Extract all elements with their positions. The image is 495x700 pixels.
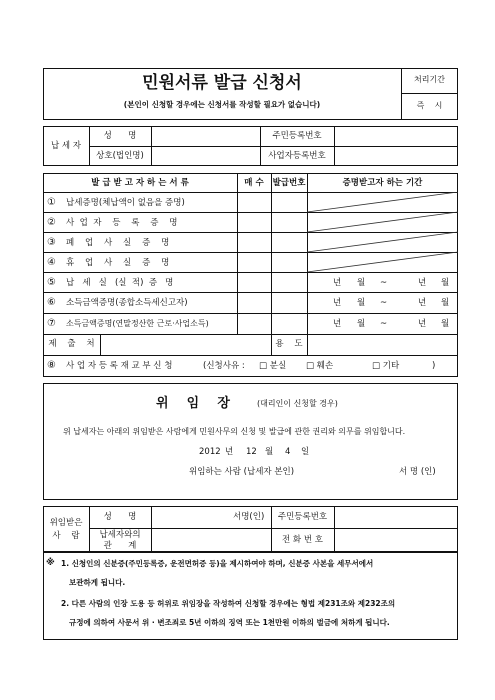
doc-label-6: 소득금액증명(종합소득세신고자)	[66, 298, 188, 308]
reason-other-checkbox[interactable]: □ 기타	[372, 361, 400, 371]
period-year-start: 년	[333, 298, 342, 308]
purpose-label: 용 도	[275, 339, 303, 349]
processing-period-label: 처리기간	[414, 75, 445, 84]
doc-num-5: ⑤	[47, 277, 56, 288]
delegation-day-unit: 일	[301, 447, 310, 457]
taxpayer-rrn-label: 주민등록번호	[272, 131, 322, 141]
taxpayer-rrn-input[interactable]	[335, 127, 457, 145]
docs-col-line	[271, 173, 272, 334]
docs-row-line	[43, 292, 458, 293]
doc-label-3: 폐 업 사 실 증 명	[66, 238, 170, 248]
period-year-end: 년	[418, 278, 427, 288]
delegation-body: 위 납세자는 아래의 위임받은 사람에게 민원사무의 신청 및 발급에 관한 권리와 의무를 위임합니다.	[63, 427, 406, 436]
agent-name-label: 성 명	[103, 512, 137, 522]
delegation-title-note: (대리인이 신청할 경우)	[257, 399, 338, 408]
agent-phone-input[interactable]	[335, 529, 457, 551]
period-month-start: 월	[357, 278, 366, 288]
period-month-start: 월	[357, 298, 366, 308]
doc-num-6: ⑥	[47, 297, 56, 308]
doc-label-2: 사 업 자 등 록 증 명	[66, 218, 178, 228]
delegator-label: 위임하는 사람 (납세자 본인)	[189, 467, 295, 477]
agent-rrn-input[interactable]	[335, 507, 457, 527]
period-tilde: ~	[380, 319, 388, 329]
reissue-reason-open: (신청사유 :	[203, 361, 245, 371]
reissue-reason-close: )	[432, 361, 436, 371]
agent-relation-label-line2: 관 계	[103, 541, 137, 551]
doc-label-4: 휴 업 사 실 증 명	[66, 258, 170, 268]
agent-label-line1: 위임받은	[49, 518, 83, 528]
docs-header-type: 발 급 받 고 자 하 는 서 류	[91, 178, 189, 188]
period-year-end: 년	[418, 298, 427, 308]
doc-label-7: 소득금액증명(연말정산한 근로·사업소득)	[66, 319, 209, 328]
note-1-line-1: 1. 신청인의 신분증(주민등록증, 운전면허증 등)을 제시하여야 하며, 신분증 사본을 세무서에서	[61, 559, 374, 568]
docs-col-line	[237, 173, 238, 334]
delegation-year: 2012	[199, 447, 221, 457]
period-tilde: ~	[380, 298, 388, 308]
taxpayer-label: 납 세 자	[50, 141, 82, 151]
agent-signature[interactable]: 서명(인)	[233, 512, 265, 522]
period-month-end: 월	[441, 319, 450, 329]
taxpayer-brn-label: 사업자등록번호	[268, 151, 326, 161]
strike-line-2	[307, 212, 458, 232]
strike-line-3	[307, 232, 458, 252]
taxpayer-trade-input[interactable]	[152, 147, 259, 165]
docs-header-period: 증명받고자 하는 기간	[342, 178, 423, 188]
submit-to-label: 제 출 처	[48, 339, 95, 349]
docs-row-line	[43, 272, 458, 273]
agent-rrn-label: 주민등록번호	[277, 512, 328, 522]
period-month-start: 월	[357, 319, 366, 329]
note-2-line-1: 2. 다른 사람의 인장 도용 등 허위로 위임장을 작성하여 신청할 경우에는 형법 제231조와 제232조의	[61, 599, 396, 608]
agent-phone-label: 전 화 번 호	[282, 535, 323, 545]
period-year-start: 년	[333, 278, 342, 288]
reason-lost-checkbox[interactable]: □ 분실	[259, 361, 287, 371]
taxpayer-name-label: 성 명	[103, 131, 137, 141]
taxpayer-brn-input[interactable]	[335, 147, 457, 165]
doc-num-4: ④	[47, 257, 56, 268]
agent-relation-label-line1: 납세자와의	[99, 530, 141, 540]
docs-row-line	[43, 313, 458, 314]
delegation-title: 위 임 장	[156, 396, 230, 411]
taxpayer-trade-label: 상호(법인명)	[96, 151, 144, 161]
reason-damaged-checkbox[interactable]: □ 훼손	[306, 361, 334, 371]
period-year-end: 년	[418, 319, 427, 329]
docs-header-issue-no: 발급번호	[272, 178, 306, 188]
period-month-end: 월	[441, 298, 450, 308]
docs-header-count: 매 수	[244, 178, 264, 188]
purpose-input[interactable]	[308, 335, 457, 354]
note-2-line-2: 규정에 의하여 사문서 위 · 변조죄로 5년 이하의 징역 또는 1천만원 이하의 벌금에 처하게 됩니다.	[69, 618, 390, 627]
period-tilde: ~	[380, 278, 388, 288]
delegation-day: 4	[285, 447, 291, 457]
period-month-end: 월	[441, 278, 450, 288]
strike-line-1	[307, 192, 458, 212]
reissue-num: ⑧	[47, 360, 56, 371]
delegation-year-unit: 년	[225, 447, 234, 457]
delegator-signature[interactable]: 서 명 (인)	[399, 467, 436, 477]
form-subtitle: (본인이 신청할 경우에는 신청서를 작성할 필요가 없습니다)	[123, 100, 321, 109]
delegation-month: 12	[246, 447, 257, 457]
delegation-block	[43, 383, 458, 500]
form-title: 민원서류 발급 신청서	[142, 73, 302, 93]
delegation-month-unit: 월	[265, 447, 274, 457]
doc-num-1: ①	[47, 197, 56, 208]
strike-line-4	[307, 252, 458, 272]
period-strike-lines	[307, 192, 458, 272]
docs-row-line	[43, 355, 458, 356]
agent-label-line2: 사 람	[52, 531, 80, 541]
submit-to-input[interactable]	[101, 335, 270, 354]
taxpayer-name-input[interactable]	[152, 127, 259, 145]
processing-divider	[401, 93, 458, 94]
reissue-label: 사 업 자 등 록 재 교 부 신 청	[66, 361, 173, 371]
processing-period-value: 즉 시	[416, 101, 443, 110]
doc-num-7: ⑦	[47, 318, 56, 329]
doc-label-1: 납세증명(체납액이 없음을 증명)	[66, 198, 185, 208]
agent-relation-input[interactable]	[152, 529, 270, 551]
doc-num-2: ②	[47, 217, 56, 228]
period-year-start: 년	[333, 319, 342, 329]
notes-mark: ※	[46, 558, 55, 568]
doc-num-3: ③	[47, 237, 56, 248]
note-1-line-2: 보관하게 됩니다.	[69, 578, 126, 587]
doc-label-5: 납 세 실 (실 적) 증 명	[66, 278, 174, 288]
